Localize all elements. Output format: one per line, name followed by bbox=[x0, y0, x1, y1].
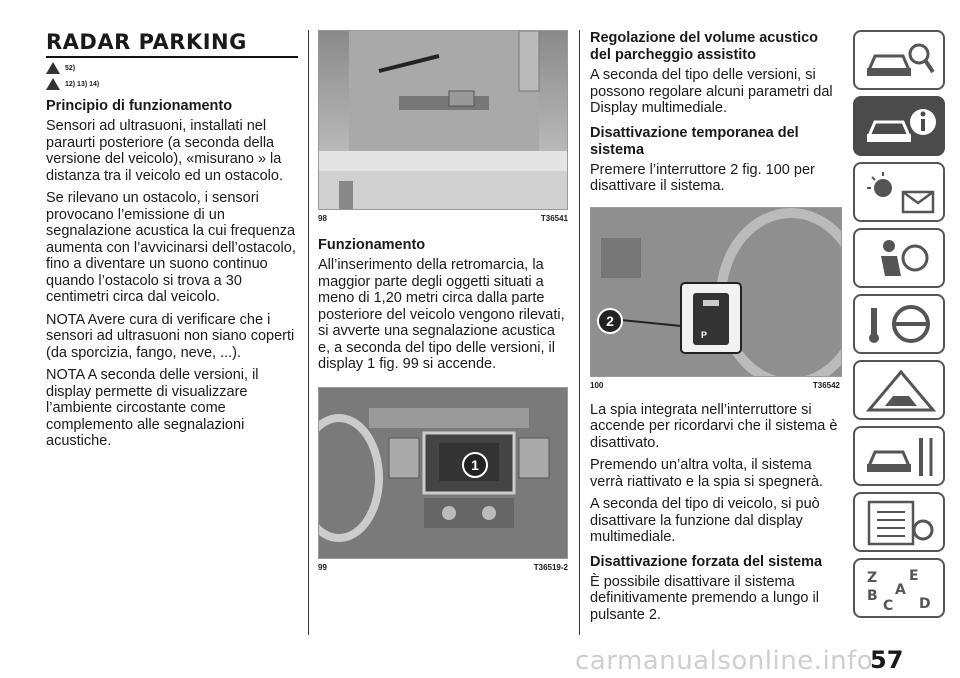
figure-98-caption: 98 T36541 bbox=[318, 214, 568, 223]
column-3 bbox=[590, 30, 842, 629]
svg-text:Z: Z bbox=[867, 570, 878, 586]
warning-ref-1: 52) bbox=[46, 62, 298, 74]
tab-index[interactable] bbox=[853, 558, 945, 618]
figure-callout-1: 1 bbox=[462, 452, 488, 478]
tab-car-knowledge[interactable] bbox=[853, 30, 945, 90]
figure-98-image bbox=[318, 30, 568, 210]
column-divider bbox=[579, 30, 580, 635]
caution-triangle-icon bbox=[46, 78, 60, 90]
figure-99-image bbox=[318, 387, 568, 559]
svg-text:C: C bbox=[883, 598, 894, 612]
paragraph: Premendo un’altra volta, il sistema verrà riattivato e la spia si spegnerà. bbox=[590, 457, 823, 490]
svg-text:E: E bbox=[909, 568, 919, 584]
chapter-sidebar bbox=[853, 30, 953, 624]
figure-100-caption: 100 T36542 bbox=[590, 380, 840, 390]
car-tools-icon bbox=[863, 434, 939, 480]
warning-lights-icon bbox=[863, 170, 939, 216]
airbag-seat-icon bbox=[863, 236, 939, 282]
switch-label: P bbox=[701, 329, 708, 340]
road-warning-icon bbox=[863, 368, 939, 414]
steering-key-icon bbox=[863, 302, 939, 348]
paragraph: È possibile disattivare il sistema definitivamente premendo a lungo il pulsante 2. bbox=[590, 573, 819, 623]
note: NOTA Avere cura di verificare che i sensori ad ultrasuoni non siano coperti (da sporcizia, fango, neve, ...). bbox=[46, 311, 295, 361]
tab-car-info[interactable] bbox=[853, 96, 945, 156]
paragraph: A seconda del tipo delle versioni, si possono regolare alcuni parametri dal Display multimediale. bbox=[590, 67, 833, 116]
heading-operation: Funzionamento bbox=[318, 237, 426, 253]
paragraph: A seconda del tipo di veicolo, si può disattivare la funzione dal display multimediale. bbox=[590, 496, 820, 545]
figure-100-image bbox=[590, 207, 842, 377]
heading-forced-disable: Disattivazione forzata del sistema bbox=[590, 553, 823, 570]
column-1 bbox=[46, 30, 298, 456]
figure-callout-2: 2 bbox=[597, 308, 623, 334]
paragraph: Sensori ad ultrasuoni, installati nel paraurti posteriore (a seconda della versione del veicolo), «misurano » la distanza tra il veicolo ed un ostacolo. bbox=[46, 118, 283, 184]
paragraph: Se rilevano un ostacolo, i sensori provocano l’emissione di un segnalazione acustica la cui frequenza aumenta con l’avvicinarsi dell’ostacolo, fino a diventare un suono continuo quando l’ostacolo si trova a 30 centimetri circa dal veicolo. bbox=[46, 190, 296, 305]
paragraph: La spia integrata nell’interruttore si accende per ricordarvi che il sistema è disattivato. bbox=[590, 401, 838, 451]
svg-text:A: A bbox=[895, 582, 906, 598]
tab-technical-data[interactable] bbox=[853, 492, 945, 552]
svg-text:D: D bbox=[919, 596, 931, 612]
watermark: carmanualsonline.info bbox=[575, 646, 874, 676]
checklist-icon bbox=[863, 500, 939, 546]
tab-emergency[interactable] bbox=[853, 360, 945, 420]
car-info-icon bbox=[863, 104, 939, 150]
column-divider bbox=[308, 30, 309, 635]
car-magnifier-icon bbox=[863, 38, 939, 84]
tab-warning-lights[interactable] bbox=[853, 162, 945, 222]
warning-triangle-icon bbox=[46, 62, 60, 74]
figure-99-caption: 99 T36519-2 bbox=[318, 562, 568, 572]
paragraph: Premere l’interruttore 2 fig. 100 per disattivare il sistema. bbox=[590, 161, 815, 194]
tab-safety[interactable] bbox=[853, 228, 945, 288]
page-number: 57 bbox=[870, 646, 904, 674]
paragraph: All’inserimento della retromarcia, la maggior parte degli oggetti situati a meno di 1,20 metri circa dalla parte posteriore del veicolo vengono rilevati, si avverte una segnalazione acustica e, a seconda del tipo delle versioni, il display 1 fig. 99 si accende. bbox=[318, 257, 565, 372]
index-alphabet-icon bbox=[863, 566, 939, 612]
tab-maintenance[interactable] bbox=[853, 426, 945, 486]
heading-principle: Principio di funzionamento bbox=[46, 98, 233, 114]
note: NOTA A seconda delle versioni, il display permette di visualizzare l’ambiente circostante come complemento alle segnalazioni acustiche. bbox=[46, 367, 259, 449]
tab-starting-driving[interactable] bbox=[853, 294, 945, 354]
warning-ref-2: 12) 13) 14) bbox=[46, 78, 298, 90]
heading-temporary-disable: Disattivazione temporanea del sistema bbox=[590, 124, 799, 158]
section-title: RADAR PARKING bbox=[46, 30, 298, 58]
svg-text:B: B bbox=[867, 588, 878, 604]
heading-volume: Regolazione del volume acustico del parcheggio assistito bbox=[590, 30, 819, 63]
column-2 bbox=[318, 0, 568, 572]
